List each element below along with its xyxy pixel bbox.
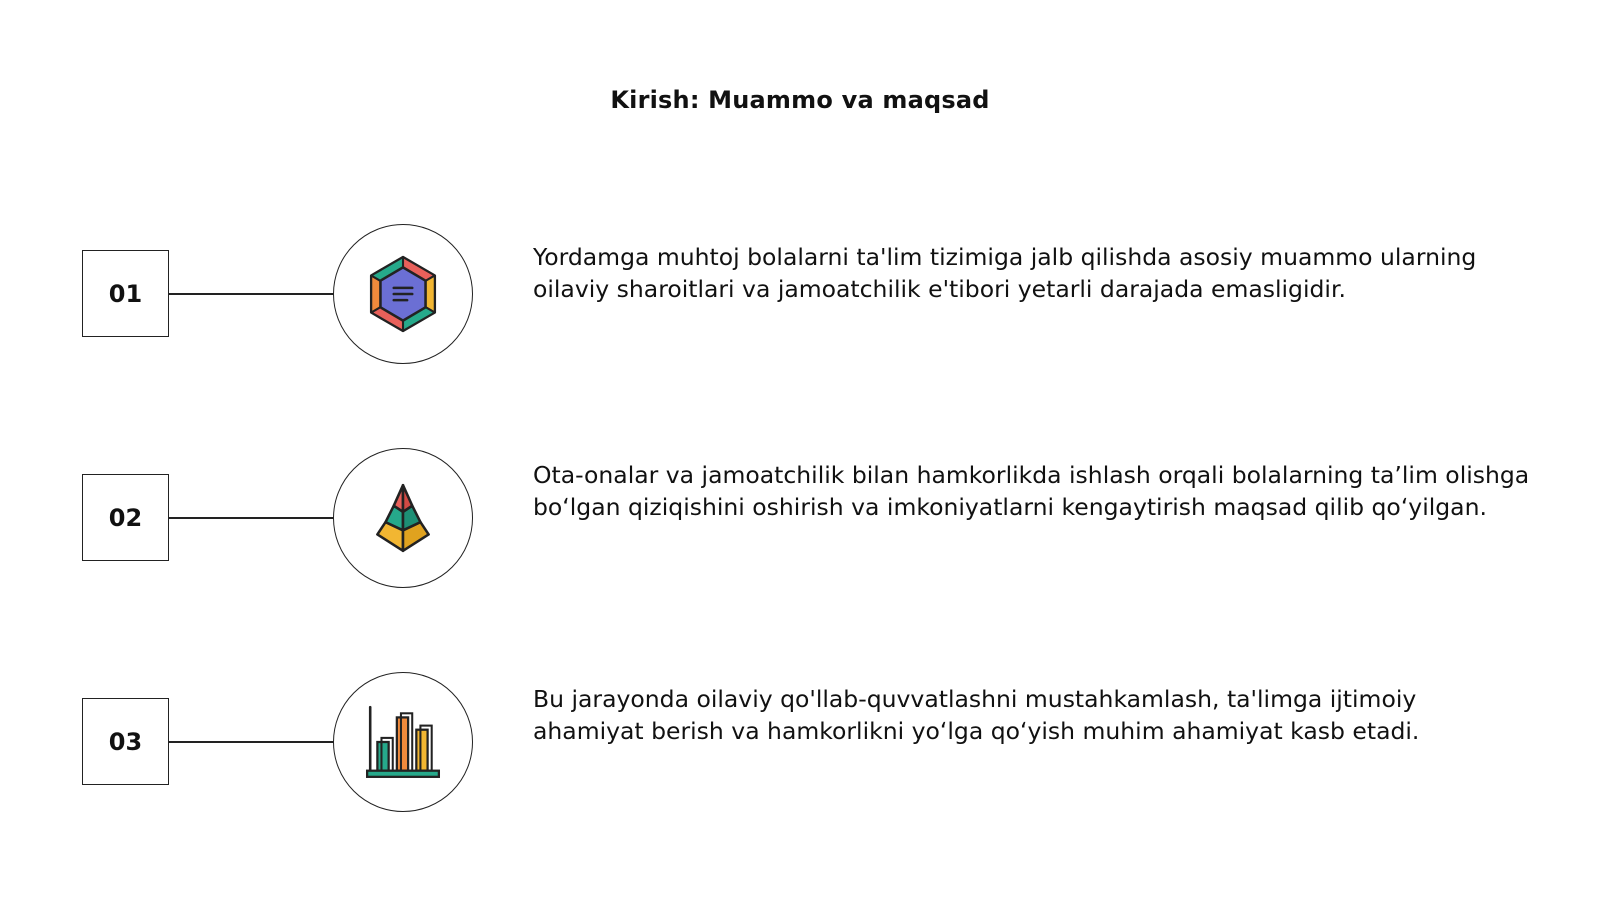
hexagon-note-icon (362, 253, 444, 335)
pyramid-icon (362, 477, 444, 559)
item-number-box: 02 (82, 474, 169, 561)
list-item (0, 448, 1600, 588)
item-description: Bu jarayonda oilaviy qo'llab-quvvatlashni mustahkamlash, ta'limga ijtimoiy ahamiyat berish va hamkorlikni yoʻlga qoʻyish muhim ahamiyat kasb etadi. (533, 685, 1420, 745)
bar-chart-icon (362, 701, 444, 783)
connector-line (169, 741, 334, 743)
icon-circle (333, 448, 473, 588)
list-item (0, 224, 1600, 364)
item-description: Ota-onalar va jamoatchilik bilan hamkorlikda ishlash orqali bolalarning ta’lim olishga boʻlgan qiziqishini oshirish va imkoniyatlarni kengaytirish maqsad qilib qoʻyilgan. (533, 461, 1530, 521)
slide-title: Kirish: Muammo va maqsad (610, 86, 990, 114)
list-item (0, 672, 1600, 812)
item-description: Yordamga muhtoj bolalarni ta'lim tizimiga jalb qilishda asosiy muammo ularning oilaviy sharoitlari va jamoatchilik e'tibori yetarli darajada emasligidir. (533, 243, 1477, 303)
item-number-box: 01 (82, 250, 169, 337)
connector-line (169, 293, 334, 295)
item-number-box: 03 (82, 698, 169, 785)
connector-line (169, 517, 334, 519)
icon-circle (333, 224, 473, 364)
icon-circle (333, 672, 473, 812)
